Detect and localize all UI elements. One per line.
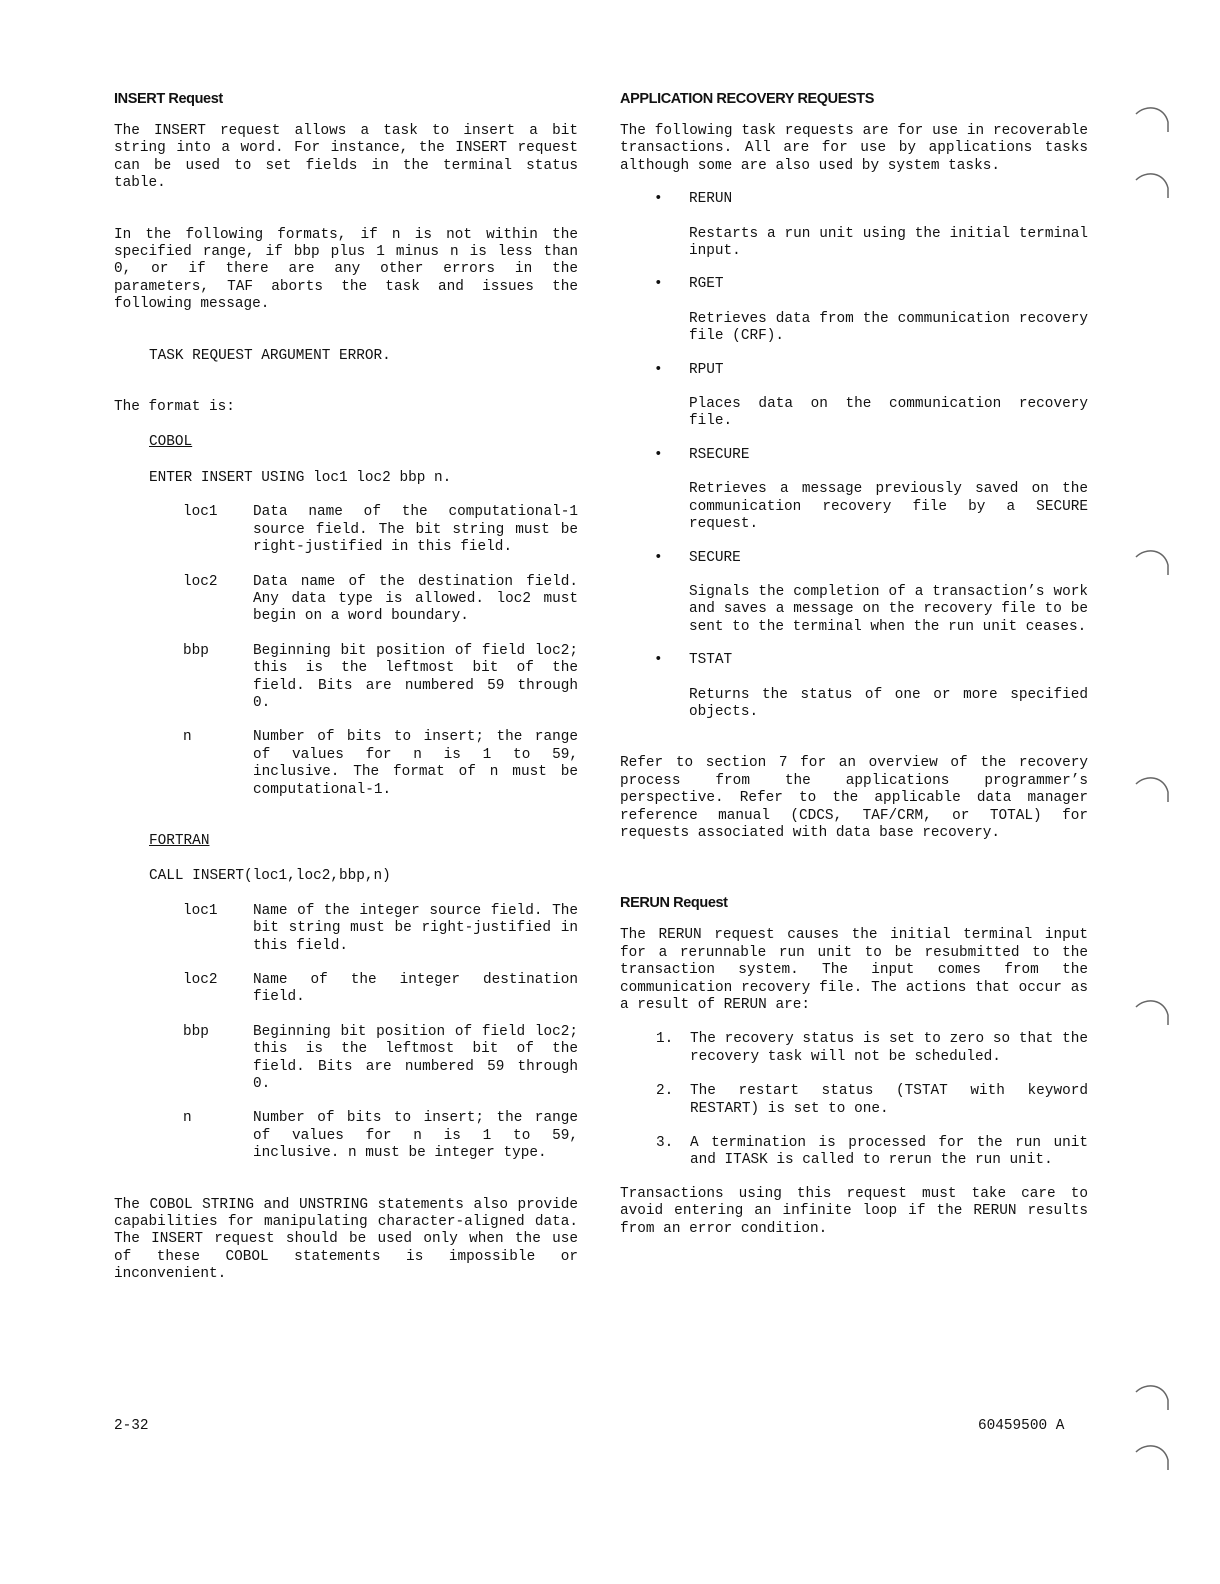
cobol-parameter-list xyxy=(114,504,578,799)
param-term: bbp xyxy=(183,1023,209,1040)
punch-hole-mark-icon xyxy=(1132,100,1172,140)
param-item xyxy=(114,643,578,713)
document-number: 60459500 A xyxy=(978,1418,1065,1434)
punch-hole-mark-icon xyxy=(1132,993,1172,1033)
param-item xyxy=(114,574,578,626)
list-item xyxy=(620,447,1088,534)
fortran-parameter-list xyxy=(114,903,578,1163)
punch-hole-mark-icon xyxy=(1132,1378,1172,1418)
cobol-label: COBOL xyxy=(149,434,193,451)
list-number: 3. xyxy=(656,1135,674,1152)
request-name: TSTAT xyxy=(689,652,733,669)
request-desc: Signals the completion of a transaction’s work and saves a message on the recovery file to be sent to the terminal when the run unit ceases. xyxy=(689,583,1088,635)
left-column xyxy=(114,90,578,1284)
list-number: 2. xyxy=(656,1083,674,1100)
request-desc: Returns the status of one or more specified objects. xyxy=(689,686,1088,720)
param-desc: Beginning bit position of field loc2; this is the leftmost bit of the field. Bits are numbered 59 through 0. xyxy=(253,1023,578,1093)
cobol-syntax: ENTER INSERT USING loc1 loc2 bbp n. xyxy=(149,469,452,486)
param-desc: Name of the integer source field. The bit string must be right-justified in this field. xyxy=(253,902,578,954)
param-term: loc2 xyxy=(183,573,218,590)
param-item xyxy=(114,1110,578,1162)
param-term: bbp xyxy=(183,642,209,659)
param-item xyxy=(114,903,578,955)
bullet-icon: • xyxy=(654,446,663,463)
param-item xyxy=(114,504,578,556)
punch-hole-mark-icon xyxy=(1132,166,1172,206)
list-item xyxy=(620,652,1088,721)
param-item xyxy=(114,1024,578,1094)
request-name: RPUT xyxy=(689,361,724,378)
param-term: n xyxy=(183,1110,192,1127)
list-number: 1. xyxy=(656,1031,674,1048)
param-desc: Number of bits to insert; the range of values for n is 1 to 59, inclusive. n must be integer type. xyxy=(253,1110,578,1162)
param-term: loc1 xyxy=(183,504,218,521)
refer-paragraph: Refer to section 7 for an overview of the recovery process from the applications programmer’s perspective. Refer to the applicable data manager reference manual (CDCS, TAF/CRM, or TOTAL) for requests associated with data base recovery. xyxy=(620,755,1088,841)
list-text: The recovery status is set to zero so that the recovery task will not be scheduled. xyxy=(690,1031,1088,1065)
param-desc: Name of the integer destination field. xyxy=(253,972,578,1006)
page-number: 2-32 xyxy=(114,1418,149,1434)
cobol-string-note: The COBOL STRING and UNSTRING statements also provide capabilities for manipulating character-aligned data. The INSERT request should be used only when the use of these COBOL statements is impossible or inconvenient. xyxy=(114,1196,578,1283)
punch-hole-mark-icon xyxy=(1132,770,1172,810)
bullet-icon: • xyxy=(654,652,663,669)
bullet-icon: • xyxy=(654,361,663,378)
param-desc: Number of bits to insert; the range of values for n is 1 to 59, inclusive. The format of n must be computational-1. xyxy=(253,729,578,798)
bullet-icon: • xyxy=(654,549,663,566)
request-name: RGET xyxy=(689,276,724,293)
param-item xyxy=(114,972,578,1007)
request-name: RSECURE xyxy=(689,446,750,463)
request-desc: Places data on the communication recovery file. xyxy=(689,396,1088,430)
list-item xyxy=(620,1083,1088,1118)
fortran-label: FORTRAN xyxy=(149,832,210,849)
list-item xyxy=(620,550,1088,637)
request-desc: Restarts a run unit using the initial terminal input. xyxy=(689,225,1088,260)
param-term: loc2 xyxy=(183,972,218,988)
list-item xyxy=(620,1135,1088,1170)
rerun-intro-paragraph: The RERUN request causes the initial terminal input for a rerunnable run unit to be resubmitted to the transaction system. The input comes from the communication recovery file. The actions that occur as a result of RERUN are: xyxy=(620,927,1088,1013)
list-text: A termination is processed for the run unit and ITASK is called to rerun the run unit. xyxy=(690,1135,1088,1169)
punch-hole-mark-icon xyxy=(1132,543,1172,583)
request-desc: Retrieves data from the communication recovery file (CRF). xyxy=(689,310,1088,345)
application-recovery-heading: APPLICATION RECOVERY REQUESTS xyxy=(620,91,875,107)
list-item xyxy=(620,362,1088,431)
request-name: SECURE xyxy=(689,549,741,566)
list-text: The restart status (TSTAT with keyword RESTART) is set to one. xyxy=(690,1083,1088,1117)
param-desc: Data name of the destination field. Any data type is allowed. loc2 must begin on a word boundary. xyxy=(253,573,578,625)
request-name: RERUN xyxy=(689,191,733,208)
rerun-action-list xyxy=(620,1031,1088,1169)
fortran-syntax: CALL INSERT(loc1,loc2,bbp,n) xyxy=(149,868,391,885)
error-message: TASK REQUEST ARGUMENT ERROR. xyxy=(149,347,391,364)
format-intro: The format is: xyxy=(114,399,235,416)
param-term: n xyxy=(183,729,192,746)
punch-hole-mark-icon xyxy=(1132,1438,1172,1478)
list-item xyxy=(620,1031,1088,1066)
bullet-icon: • xyxy=(654,276,663,293)
list-item xyxy=(620,276,1088,345)
param-desc: Data name of the computational-1 source field. The bit string must be right-justified in this field. xyxy=(253,504,578,556)
insert-intro-paragraph: The INSERT request allows a task to insert a bit string into a word. For instance, the INSERT request can be used to set fields in the terminal status table. xyxy=(114,123,578,192)
right-column xyxy=(620,90,1088,1238)
rerun-request-heading: RERUN Request xyxy=(620,895,728,912)
insert-request-heading: INSERT Request xyxy=(114,91,223,107)
param-item xyxy=(114,729,578,799)
recovery-intro-paragraph: The following task requests are for use in recoverable transactions. All are for use by applications tasks although some are also used by system tasks. xyxy=(620,123,1088,174)
error-conditions-paragraph: In the following formats, if n is not within the specified range, if bbp plus 1 minus n is less than 0, or if there are any other errors in the parameters, TAF aborts the task and issues the following message. xyxy=(114,226,578,313)
param-desc: Beginning bit position of field loc2; this is the leftmost bit of the field. Bits are numbered 59 through 0. xyxy=(253,642,578,711)
request-desc: Retrieves a message previously saved on the communication recovery file by a SECURE request. xyxy=(689,481,1088,533)
bullet-icon: • xyxy=(654,191,663,208)
list-item xyxy=(620,191,1088,260)
rerun-closing-paragraph: Transactions using this request must take care to avoid entering an infinite loop if the RERUN results from an error condition. xyxy=(620,1185,1088,1237)
recovery-request-list xyxy=(620,191,1088,721)
param-term: loc1 xyxy=(183,902,218,919)
